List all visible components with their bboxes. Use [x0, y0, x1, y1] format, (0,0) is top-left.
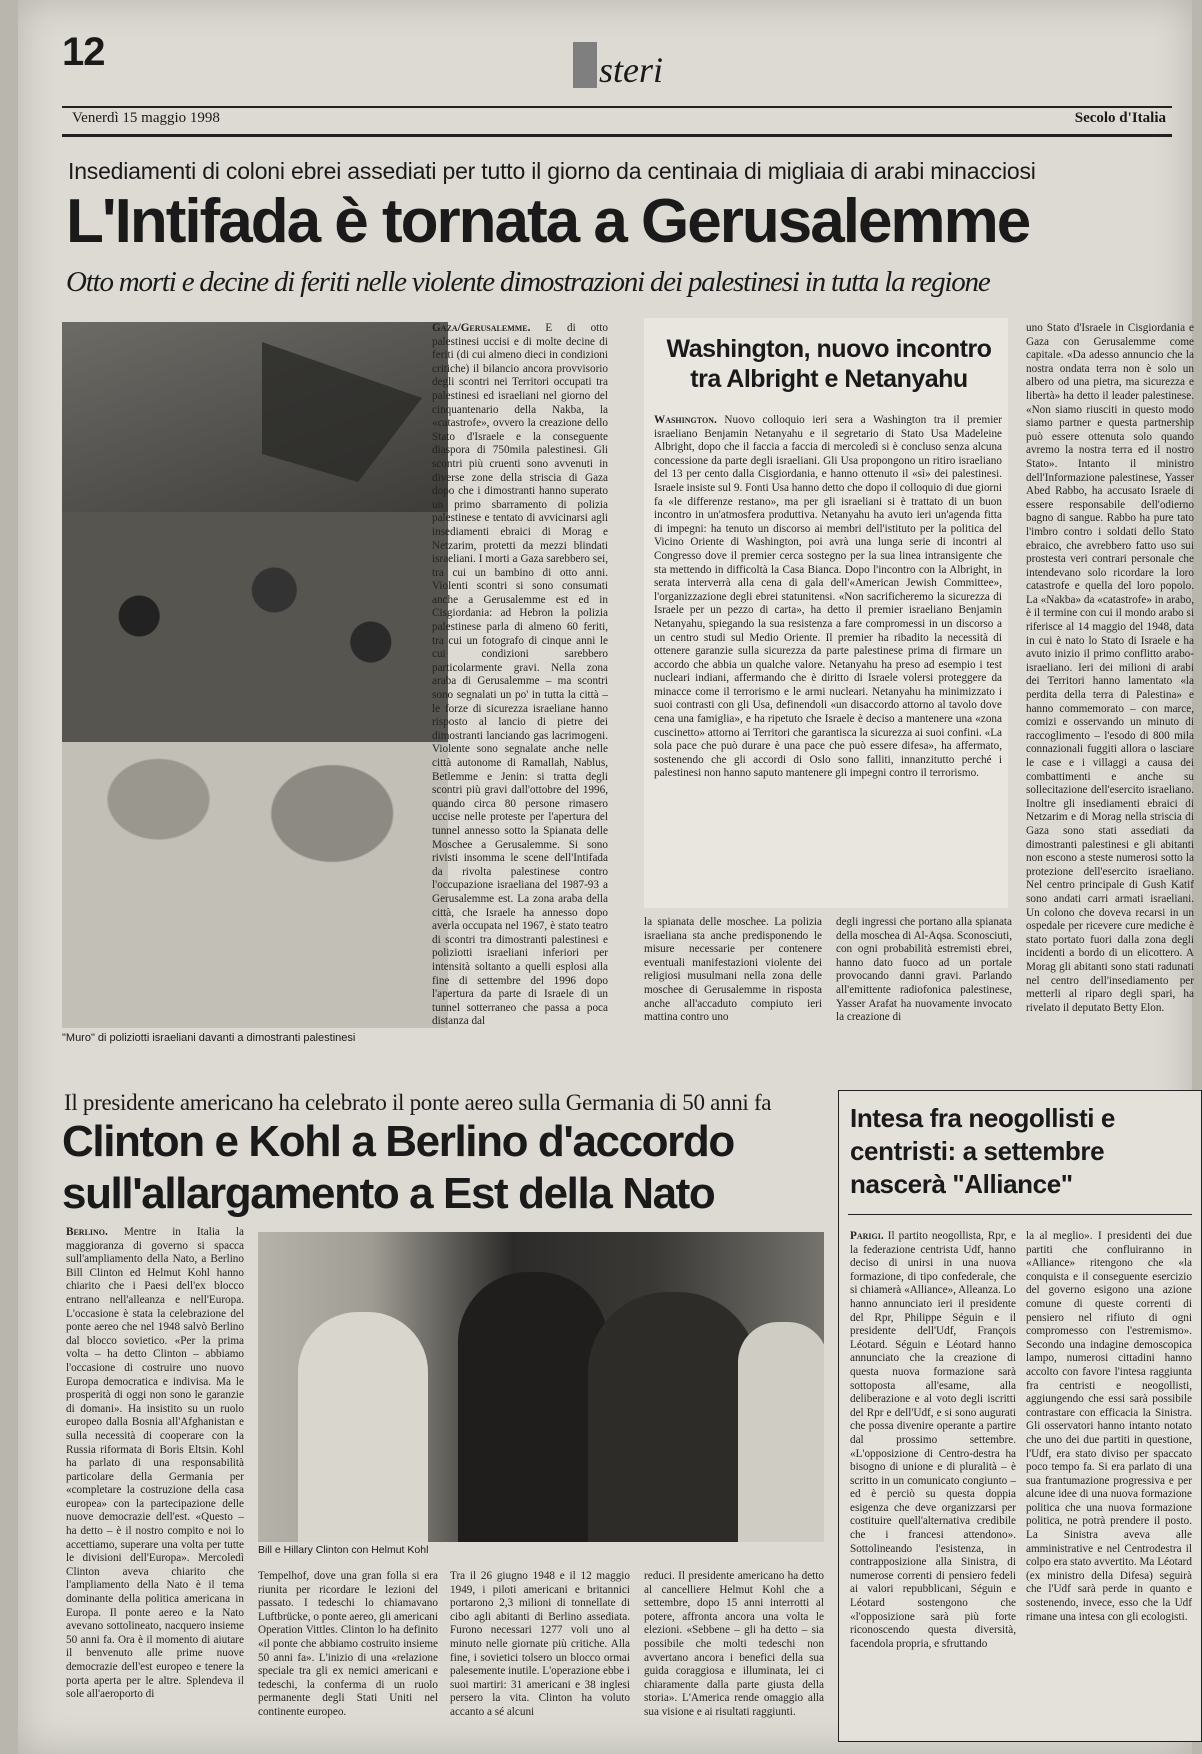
story2-column-1-text: Mentre in Italia la maggioranza di governo si spacca sull'ampliamento della Nato, a Berlino Bill Clinton ed Helmut Kohl hanno chiarito che i Paesi dell'ex blocco entrano nell'alleanza e nell'Europa. L'occasione è stata la celebrazione del ponte aereo che nel 1948 salvò Berlino dal blocco sovietico. «Per la prima volta – ha detto Clinton – abbiamo l'occasione di costruire uno nuovo Europa democratica e indivisa. Ma le prosperità di oggi non sono le garanzie di domani». Ha insistito su un ruolo europeo dalla Bosnia all'Afghanistan e sulla necessità di cooperare con la Russia riformata di Boris Eltsin. Kohl ha parlato di una responsabilità particolare della Germania per «completare la costruzione della casa europea» con la partecipazione delle nuove democrazie dell'est. «Questo – ha detto – è il nostro compito e noi lo accettiamo, superare una volta per tutte le divisioni dell'Europa». Mercoledì Clinton aveva chiarito che l'ampliamento della Nato è il tema dominante della politica americana in Europa. Il ponte aereo e la Nato avevano sottolineato, nacquero insieme 50 anni fa. Ora è il momento di aiutare il benvenuto alle prime nuove democrazie dell'est europeo e tenere la porta aperta per le altre. Splendeva il sole all'aeroporto di	[66, 1226, 244, 1701]
washington-body-text: Nuovo colloquio ieri sera a Washington tra il premier israeliano Benjamin Netanyahu e il segretario di Stato Usa Madeleine Albright, dopo che il faccia a faccia di mercoledì si è concluso senza alcuna concessione da parte degli israeliani. Gli Usa propongono un ritiro israeliano del 13 per cento dalla Cisgiordania, e hanno ottenuto il «sì» dei palestinesi. Israele insiste sul 9. Fonti Usa hanno detto che dopo il colloquio di due giorni fa «le differenze restano», ma per gli israeliani si è trattato di un buon incontro in un'atmosfera produttiva. Netanyahu ha avuto ieri un'agenda fitta di impegni: ha tenuto un discorso ai membri dell'istituto per la politica del Vicino Oriente di Washington, poi avrà una lunga serie di incontri al Congresso dove il premier cerca sostegno per la sua linea intransigente che sta mettendo in difficoltà la Casa Bianca. Dopo l'incontro con la Albright, in serata interverrà alla cena di gala dell'«American Jewish Committee», l'organizzazione degli ebrei statunitensi. «Non sacrificheremo la sicurezza di Israele per un pezzo di carta», ha detto il premier israeliano Benjamin Netanyahu, spiegando la sua resistenza a fare compromessi in un discorso a un centro studi sul Medio Oriente. Il premier ha ribadito la necessità di ottenere garanzie sulla sicurezza da parte palestinese prima di firmare un accordo che abbia un qualche valore. Netanyahu ha preso ad esempio i test nucleari indiani, affermando che è diritto di Israele volersi proteggere da minacce come il terrorismo e le armi nucleari. Netanyahu ha minimizzato i suoi contrasti con gli Usa, definendoli «un disaccordo attorno al tavolo dove cena una famiglia», e ha ripetuto che Israele è deciso a mantenere una «zona cuscinetto» attorno ai Territori che garantisca la sicurezza ai suoi confini. «La sola pace che può durare è una pace che può essere difesa», ha affermato, sostenendo che gli accordi di Oslo sono falliti, innanzitutto perché i palestinesi non hanno saputo mantenere gli impegni contro il terrorismo.	[654, 414, 1002, 780]
alliance-title-rule	[848, 1214, 1192, 1215]
photo-helmets-shape	[62, 742, 448, 1028]
alliance-column-1	[850, 1230, 1016, 1734]
issue-date: Venerdì 15 maggio 1998	[72, 110, 220, 126]
story1-column-1-text: E di otto palestinesi uccisi e di molte decine di feriti (di cui almeno dieci in condizioni critiche) il bilancio ancora provvisorio degli scontri nei Territori occupati tra palestinesi ed israeliani nel giorno del cinquantenario della Nakba, la «catastrofe», ovvero la creazione dello Stato d'Israele e la conseguente diaspora di 750mila palestinesi. Gli scontri più cruenti sono avvenuti in diverse zone della striscia di Gaza dopo che i dimostranti hanno superato un primo sbarramento di polizia palestinese e tentato di avvicinarsi agli insediamenti ebraici di Morag e Netzarim, protetti da mezzi blindati israeliani. I morti a Gaza sarebbero sei, tra cui un bambino di otto anni. Violenti scontri si sono consumati anche a Gerusalemme est ed in Cisgiordania: ad Hebron la polizia palestinese parla di almeno 60 feriti, tra cui un fotografo di cinque anni le cui condizioni sarebbero particolarmente gravi. Nella zona araba di Gerusalemme – ma scontri sono segnalati un po' in tutta la città – le forze di sicurezza israeliane hanno risposto al lancio di pietre dei dimostranti lanciando gas lacrimogeni. Violente sono segnalate anche nelle città autonome di Ramallah, Nablus, Betlemme e Jenin: si tratta degli scontri più gravi dall'ottobre del 1996, quando circa 80 persone rimasero uccise nelle proteste per l'apertura del tunnel annesso sotto la Spianata delle Moschee a Gerusalemme. Si sono rivisti insomma le scene dell'Intifada da rivolta palestinese contro l'occupazione israeliana del 1987-93 a Gerusalemme est. La zona araba della città, che Israele ha annesso dopo averla occupata nel 1967, è stato teatro di scontri tra dimostranti palestinesi e poliziotti israeliani inferiori per intensità soltanto a quelli esplosi alla fine di settembre del 1996 dopo l'apertura da parte di Israele di un tunnel sotterraneo che passa a poca distanza dal	[432, 322, 608, 1028]
alliance-title: Intesa fra neogollisti e centristi: a settembre nascerà "Alliance"	[850, 1103, 1115, 1199]
photo-figure-shape	[738, 1322, 824, 1542]
header-rule-thick	[62, 134, 1172, 137]
story1-column-2: la spianata delle moschee. La polizia israeliana sta anche predisponendo le misure necessarie per contenere eventuali manifestazioni violente dei religiosi musulmani nella zona delle moschee di Gerusalemme in risposta anche all'accaduto compiuto ieri mattina contro uno	[644, 916, 822, 1024]
story2-column-1	[66, 1226, 244, 1740]
washington-body	[654, 414, 1002, 904]
washington-title: Washington, nuovo incontro tra Albright e Netanyahu	[666, 335, 992, 393]
photo-figure-shape	[588, 1292, 758, 1542]
story1-column-3: degli ingressi che portano alla spianata della moschea di Al-Aqsa. Sconosciuti, con ogni probabilità estremisti ebrei, hanno dato fuoco ad un portale provocando danni gravi. Parlando all'emittente radiofonica palestinese, Yasser Arafat ha nuovamente invocato la creazione di	[836, 916, 1012, 1024]
story2-column-3: Tra il 26 giugno 1948 e il 12 maggio 1949, i piloti americani e britannici portarono 2,3 milioni di tonnellate di cibo agli abitanti di Berlino assediata. Furono necessari 1277 voli uno al minuto nelle giornate più critiche. Alla fine, i sovietici tolsero un blocco ormai palesemente inutile. L'operazione ebbe i suoi martiri: 31 americani e 38 inglesi persero la vita. Clinton ha voluto accanto a sé alcuni	[450, 1570, 630, 1718]
story1-headline: L'Intifada è tornata a Gerusalemme	[66, 187, 1030, 256]
masthead: Secolo d'Italia	[1074, 110, 1166, 126]
photo-flag-shape	[262, 342, 422, 482]
story2-headline: Clinton e Kohl a Berlino d'accordo sull'allargamento a Est della Nato	[62, 1117, 734, 1218]
page-number: 12	[62, 30, 105, 74]
washington-dateline: Washington.	[654, 414, 717, 426]
story2-column-4: reduci. Il presidente americano ha detto al cancelliere Helmut Kohl che a settembre, dopo 15 anni interrotti al potere, affronta ancora una volta le elezioni. «Sebbene – gli ha detto – sia possibile che molti tedeschi non avvertano ancora i benefici della sua guida coraggiosa e illuminata, lei ci chiaramente dalla parte giusta della storia». L'America rende omaggio alla sua visione e ai risultati raggiunti.	[644, 1570, 824, 1718]
alliance-dateline: Parigi.	[850, 1230, 884, 1242]
story1-dateline: Gaza/Gerusalemme.	[432, 322, 531, 334]
photo-crowd-shape	[62, 512, 448, 772]
photo-clinton-kohl	[258, 1232, 824, 1542]
story1-kicker: Insediamenti di coloni ebrei assediati per tutto il giorno da centinaia di migliaia di arabi minacciosi	[68, 158, 1036, 184]
section-initial-block	[573, 42, 597, 88]
story2-dateline: Berlino.	[66, 1226, 108, 1238]
alliance-column-2: la al meglio». I presidenti dei due partiti che confluiranno in «Alliance» ritengono che «la conquista e il conseguente esercizio del governo esigono una azione comune di queste correnti di pensiero nel rifiuto di ogni compromesso con l'estremismo». Secondo una indagine demoscopica lampo, numerosi cittadini hanno accolto con favore l'intesa raggiunta fra centristi e neogollisti, aggiungendo che essi sarà possibile contrastare con efficacia la Sinistra. Gli osservatori hanno intanto notato che uno dei due partiti in questione, l'Udf, era stato diviso per spaccato poco tempo fa. Si era parlato di una sua frantumazione progressiva e per alcune idee di una nuova formazione politica che una nuova formazione politica, ne potrà prendere il posto. La Sinistra aveva alle amministrative e nel Centrodestra il colpo era stato avvertito. Ma Léotard (ex ministro della Difesa) seguirà che l'Udf sarà perde in quanto e sostenendo, invece, esso che la Udf rimane una intesa con gli ecologisti.	[1026, 1230, 1192, 1623]
story2-column-2: Tempelhof, dove una gran folla si era riunita per ricordare le lezioni del passato. I tedeschi lo chiamavano Luftbrücke, o ponte aereo, gli americani Operation Vittles. Clinton lo ha definito «il ponte che abbiamo costruito insieme 50 anni fa». L'inizio di una «relazione speciale tra gli ex nemici americani e tedeschi, la conferma di un ruolo permanente degli Stati Uniti nel continente europeo.	[258, 1570, 438, 1718]
section-title: steri	[599, 50, 664, 90]
story2-kicker: Il presidente americano ha celebrato il ponte aereo sulla Germania di 50 anni fa	[64, 1090, 772, 1115]
story1-column-4: uno Stato d'Israele in Cisgiordania e Gaza con Gerusalemme come capitale. «Da adesso annuncio che la nostra ondata terra non è solo un albero od una pietra, ma sicurezza e libertà» ha detto il leader palestinese. «Non siamo riusciti in questo modo siamo partner e questa partnership può essere ottenuta solo quando avremo la nostra terra ed il nostro Stato». Intanto il ministro dell'Informazione palestinese, Yasser Abed Rabbo, ha accusato Israele di essere responsabile dell'odierno bagno di sangue. Rabbo ha pure tato l'imbro contro i soldati dello Stato ebraico, che avrebbero fatto uso sui prostesta veri contrari personale che intendevano solo ricordare la loro catastrofe e quella del loro popolo. La «Nakba» da «catastrofe» in arabo, è il termine con cui il mondo arabo si riferisce al 14 maggio del 1948, data in cui è nato lo Stato di Israele e ha avuto inizio il primo conflitto arabo-israeliano. Ieri dei milioni di arabi dei Territori hanno lamentato «la perdita della terra di Palestina» e hanno commemorato – con marce, comizi e osservando un minuto di raccoglimento – l'esodo di 800 mila connazionali fuggiti allora o lasciare le case e i villaggi a causa dei combattimenti e anche su sollecitazione dell'esercito israeliano. Inoltre gli insediamenti ebraici di Netzarim e di Morag nella striscia di Gaza sono stati assediati da dimostranti palestinesi e gli abitanti non escono a steste numerosi sotto la protezione dell'esercito israeliano. Nel centro principale di Gush Katif sono andati carri armati israeliani. Un colono che doveva recarsi in un ospedale per ricevere cure mediche è stato portato fuori dalla zona degli incidenti a bordo di un elicottero. A Morag gli abitanti sono stati radunati nel centro dell'insediamento per metterli al riparo degli spari, ha rivelato il deputato Betty Elon.	[1026, 322, 1194, 1014]
story2-photo-caption: Bill e Hillary Clinton con Helmut Kohl	[258, 1544, 429, 1556]
alliance-column-1-text: Il partito neogollista, Rpr, e la federazione centrista Udf, hanno deciso di unirsi in una nuova formazione, di tipo confederale, che si chiamerà «Alliance», Alleanza. Lo hanno annunciato ieri il presidente del Rpr, Philippe Séguin e il presidente dell'Udf, François Léotard. Séguin e Léotard hanno annunciato che la creazione di questa nuova formazione sarà sottoposta all'esame, alla deliberazione e al voto degli iscritti del Rpr e dell'Udf, e si sono augurati che possa divenire operante a partire dal prossimo settembre. «L'opposizione di Centro-destra ha bisogno di unione e di pluralità – è scritto in un comunicato congiunto – ed è perciò su questa doppia esigenza che deve organizzarsi per costituire quell'alternativa credibile che i francesi attendono». Sottolineando l'esistenza, in contrapposizione alla Sinistra, di numerose correnti di pensiero fedeli ai valori repubblicani, Séguin e Léotard sostengono che «l'opposizione sarà più forte riconoscendo questa diversità, facendola propria, e sfruttando	[850, 1230, 1016, 1650]
photo-police-wall	[62, 322, 448, 1028]
story1-column-1	[432, 322, 608, 1042]
photo-figure-shape	[458, 1272, 608, 1542]
story1-subhead: Otto morti e decine di feriti nelle violente dimostrazioni dei palestinesi in tutta la regione	[66, 266, 990, 298]
story1-photo-caption: "Muro" di poliziotti israeliani davanti a dimostranti palestinesi	[62, 1032, 356, 1044]
header-rule	[62, 106, 1172, 108]
photo-figure-shape	[298, 1312, 428, 1542]
newspaper-page	[18, 0, 1192, 1754]
section-heading	[573, 42, 663, 88]
